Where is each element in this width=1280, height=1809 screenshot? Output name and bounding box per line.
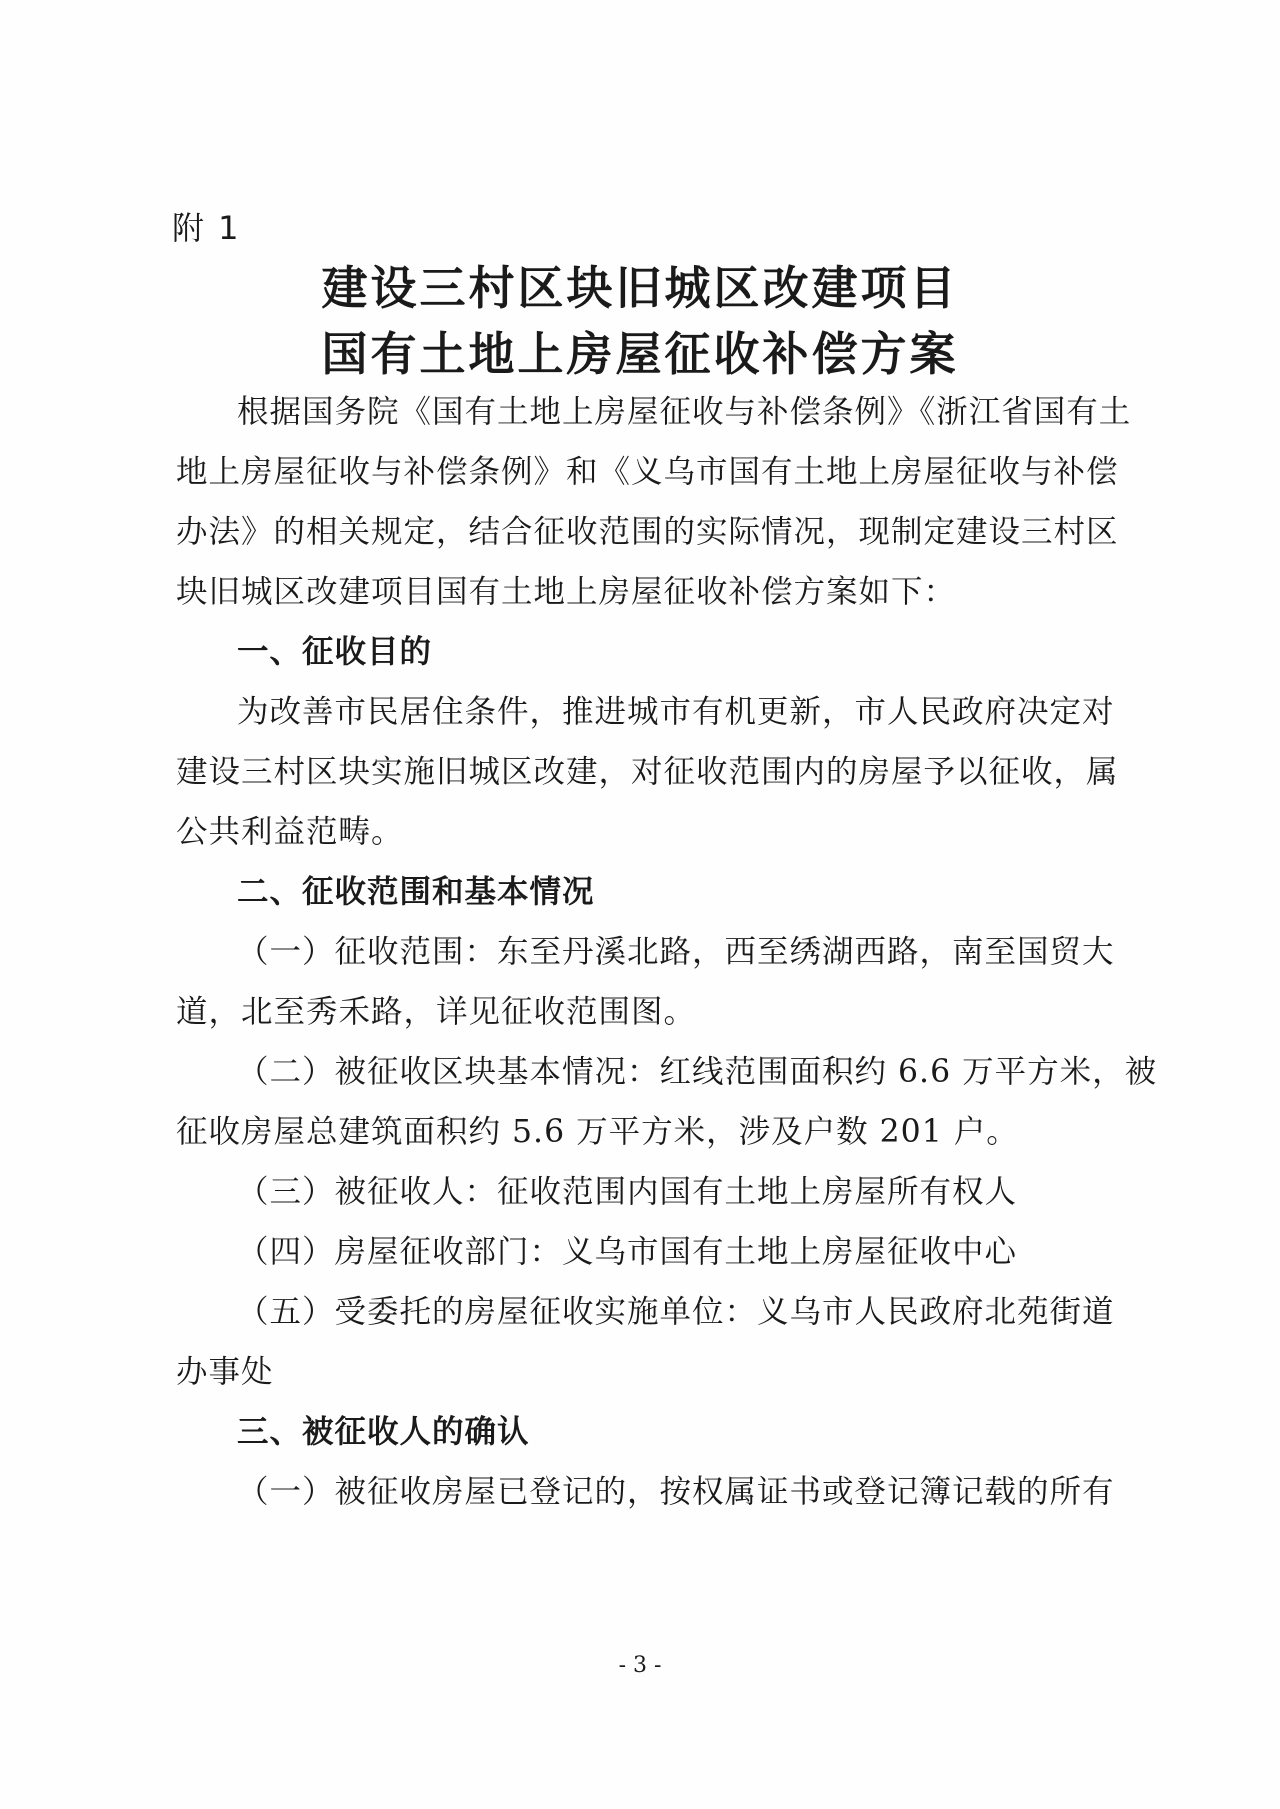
section-heading-1: 一、征收目的: [237, 634, 433, 670]
page-number: - 3 -: [618, 1653, 662, 1678]
section3-line: （一）被征收房屋已登记的，按权属证书或登记簿记载的所有: [237, 1474, 1115, 1510]
section2-line: 办事处: [176, 1354, 274, 1390]
section2-line: （五）受委托的房屋征收实施单位：义乌市人民政府北苑街道: [237, 1294, 1115, 1330]
section2-line: （一）征收范围：东至丹溪北路，西至绣湖西路，南至国贸大: [237, 934, 1115, 970]
section2-line: 征收房屋总建筑面积约 5.6 万平方米，涉及户数 201 户。: [176, 1114, 1019, 1150]
intro-line: 块旧城区改建项目国有土地上房屋征收补偿方案如下：: [176, 574, 957, 610]
section2-line: 道，北至秀禾路，详见征收范围图。: [176, 994, 697, 1030]
document-title-line-1: 建设三村区块旧城区改建项目: [321, 261, 959, 315]
section1-line: 为改善市民居住条件，推进城市有机更新，市人民政府决定对: [237, 694, 1115, 730]
section2-line: （四）房屋征收部门：义乌市国有土地上房屋征收中心: [237, 1234, 1018, 1270]
intro-line: 办法》的相关规定，结合征收范围的实际情况，现制定建设三村区: [176, 514, 1119, 550]
section2-line: （二）被征收区块基本情况：红线范围面积约 6.6 万平方米，被: [237, 1054, 1158, 1090]
section-heading-3: 三、被征收人的确认: [237, 1414, 530, 1450]
document-title-line-2: 国有土地上房屋征收补偿方案: [321, 327, 959, 381]
intro-line: 地上房屋征收与补偿条例》和《义乌市国有土地上房屋征收与补偿: [176, 454, 1119, 490]
section1-line: 公共利益范畴。: [176, 814, 404, 850]
attachment-label: 附 1: [172, 209, 241, 247]
section2-line: （三）被征收人：征收范围内国有土地上房屋所有权人: [237, 1174, 1018, 1210]
section1-line: 建设三村区块实施旧城区改建，对征收范围内的房屋予以征收，属: [176, 754, 1119, 790]
section-heading-2: 二、征收范围和基本情况: [237, 874, 595, 910]
intro-line: 根据国务院《国有土地上房屋征收与补偿条例》《浙江省国有土: [237, 394, 1132, 430]
